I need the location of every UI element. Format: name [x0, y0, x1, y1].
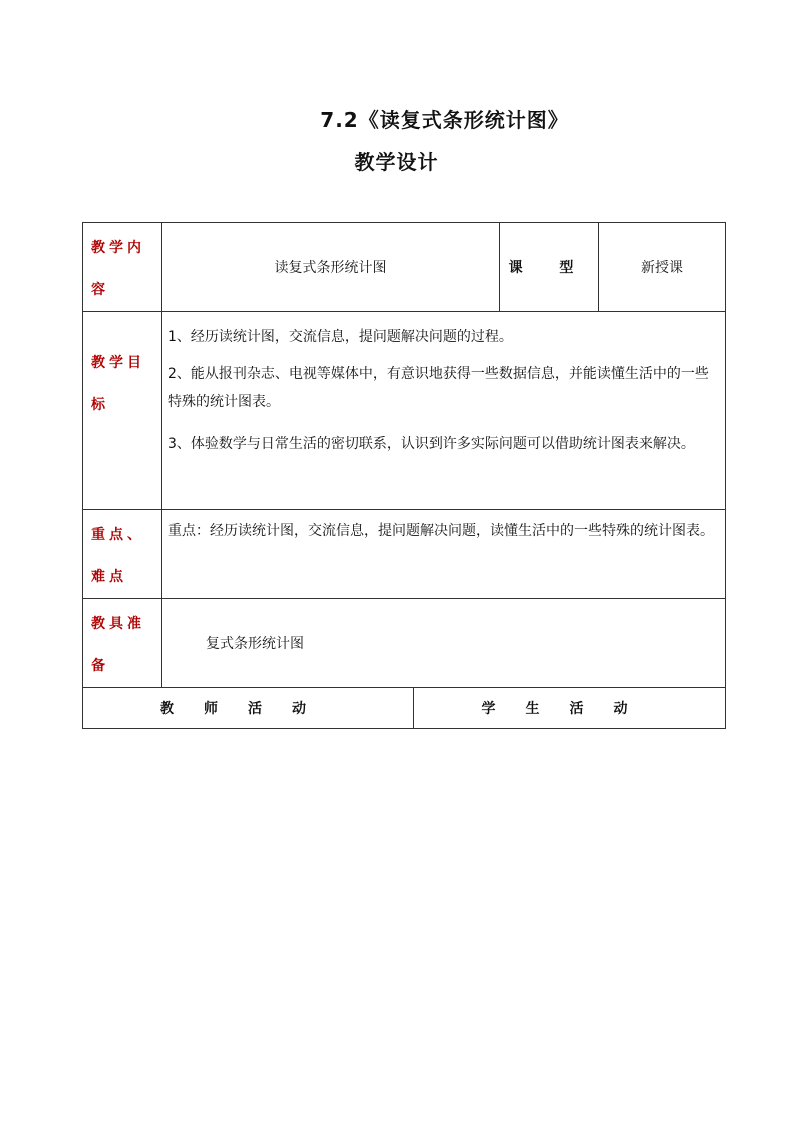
lesson-type-label: 课 型: [500, 223, 599, 312]
table-row-activities: [83, 688, 726, 729]
student-activity-header: 学生活动: [414, 688, 726, 729]
table-row-goals: [83, 312, 726, 510]
goal-item: 2、能从报刊杂志、电视等媒体中，有意识地获得一些数据信息，并能读懂生活中的一些特殊的统计图表。: [168, 366, 709, 410]
table-row-content: [83, 223, 726, 312]
lesson-plan-table: [82, 222, 726, 729]
label-teaching-content: 教学内容: [83, 223, 162, 312]
goal-item: 3、体验数学与日常生活的密切联系，认识到许多实际问题可以借助统计图表来解决。: [168, 436, 695, 452]
document-title: 7.2《读复式条形统计图》: [320, 108, 569, 132]
table-row-tools: [83, 599, 726, 688]
teaching-content-value: 读复式条形统计图: [162, 223, 500, 312]
label-teaching-goals: 教学目标: [83, 312, 162, 510]
table-row-keypoints: [83, 510, 726, 599]
teaching-goals-cell: [162, 312, 726, 510]
label-teaching-tools: 教具准备: [83, 599, 162, 688]
goal-item: 1、经历读统计图，交流信息，提问题解决问题的过程。: [168, 329, 513, 345]
document-subtitle: 教学设计: [354, 150, 439, 174]
label-key-difficult-points: 重点、难点: [83, 510, 162, 599]
teaching-tools-value: 复式条形统计图: [162, 599, 726, 688]
lesson-type-value: 新授课: [599, 223, 726, 312]
teacher-activity-header: 教师活动: [83, 688, 414, 729]
key-points-value: 重点：经历读统计图，交流信息，提问题解决问题，读懂生活中的一些特殊的统计图表。: [162, 510, 726, 599]
